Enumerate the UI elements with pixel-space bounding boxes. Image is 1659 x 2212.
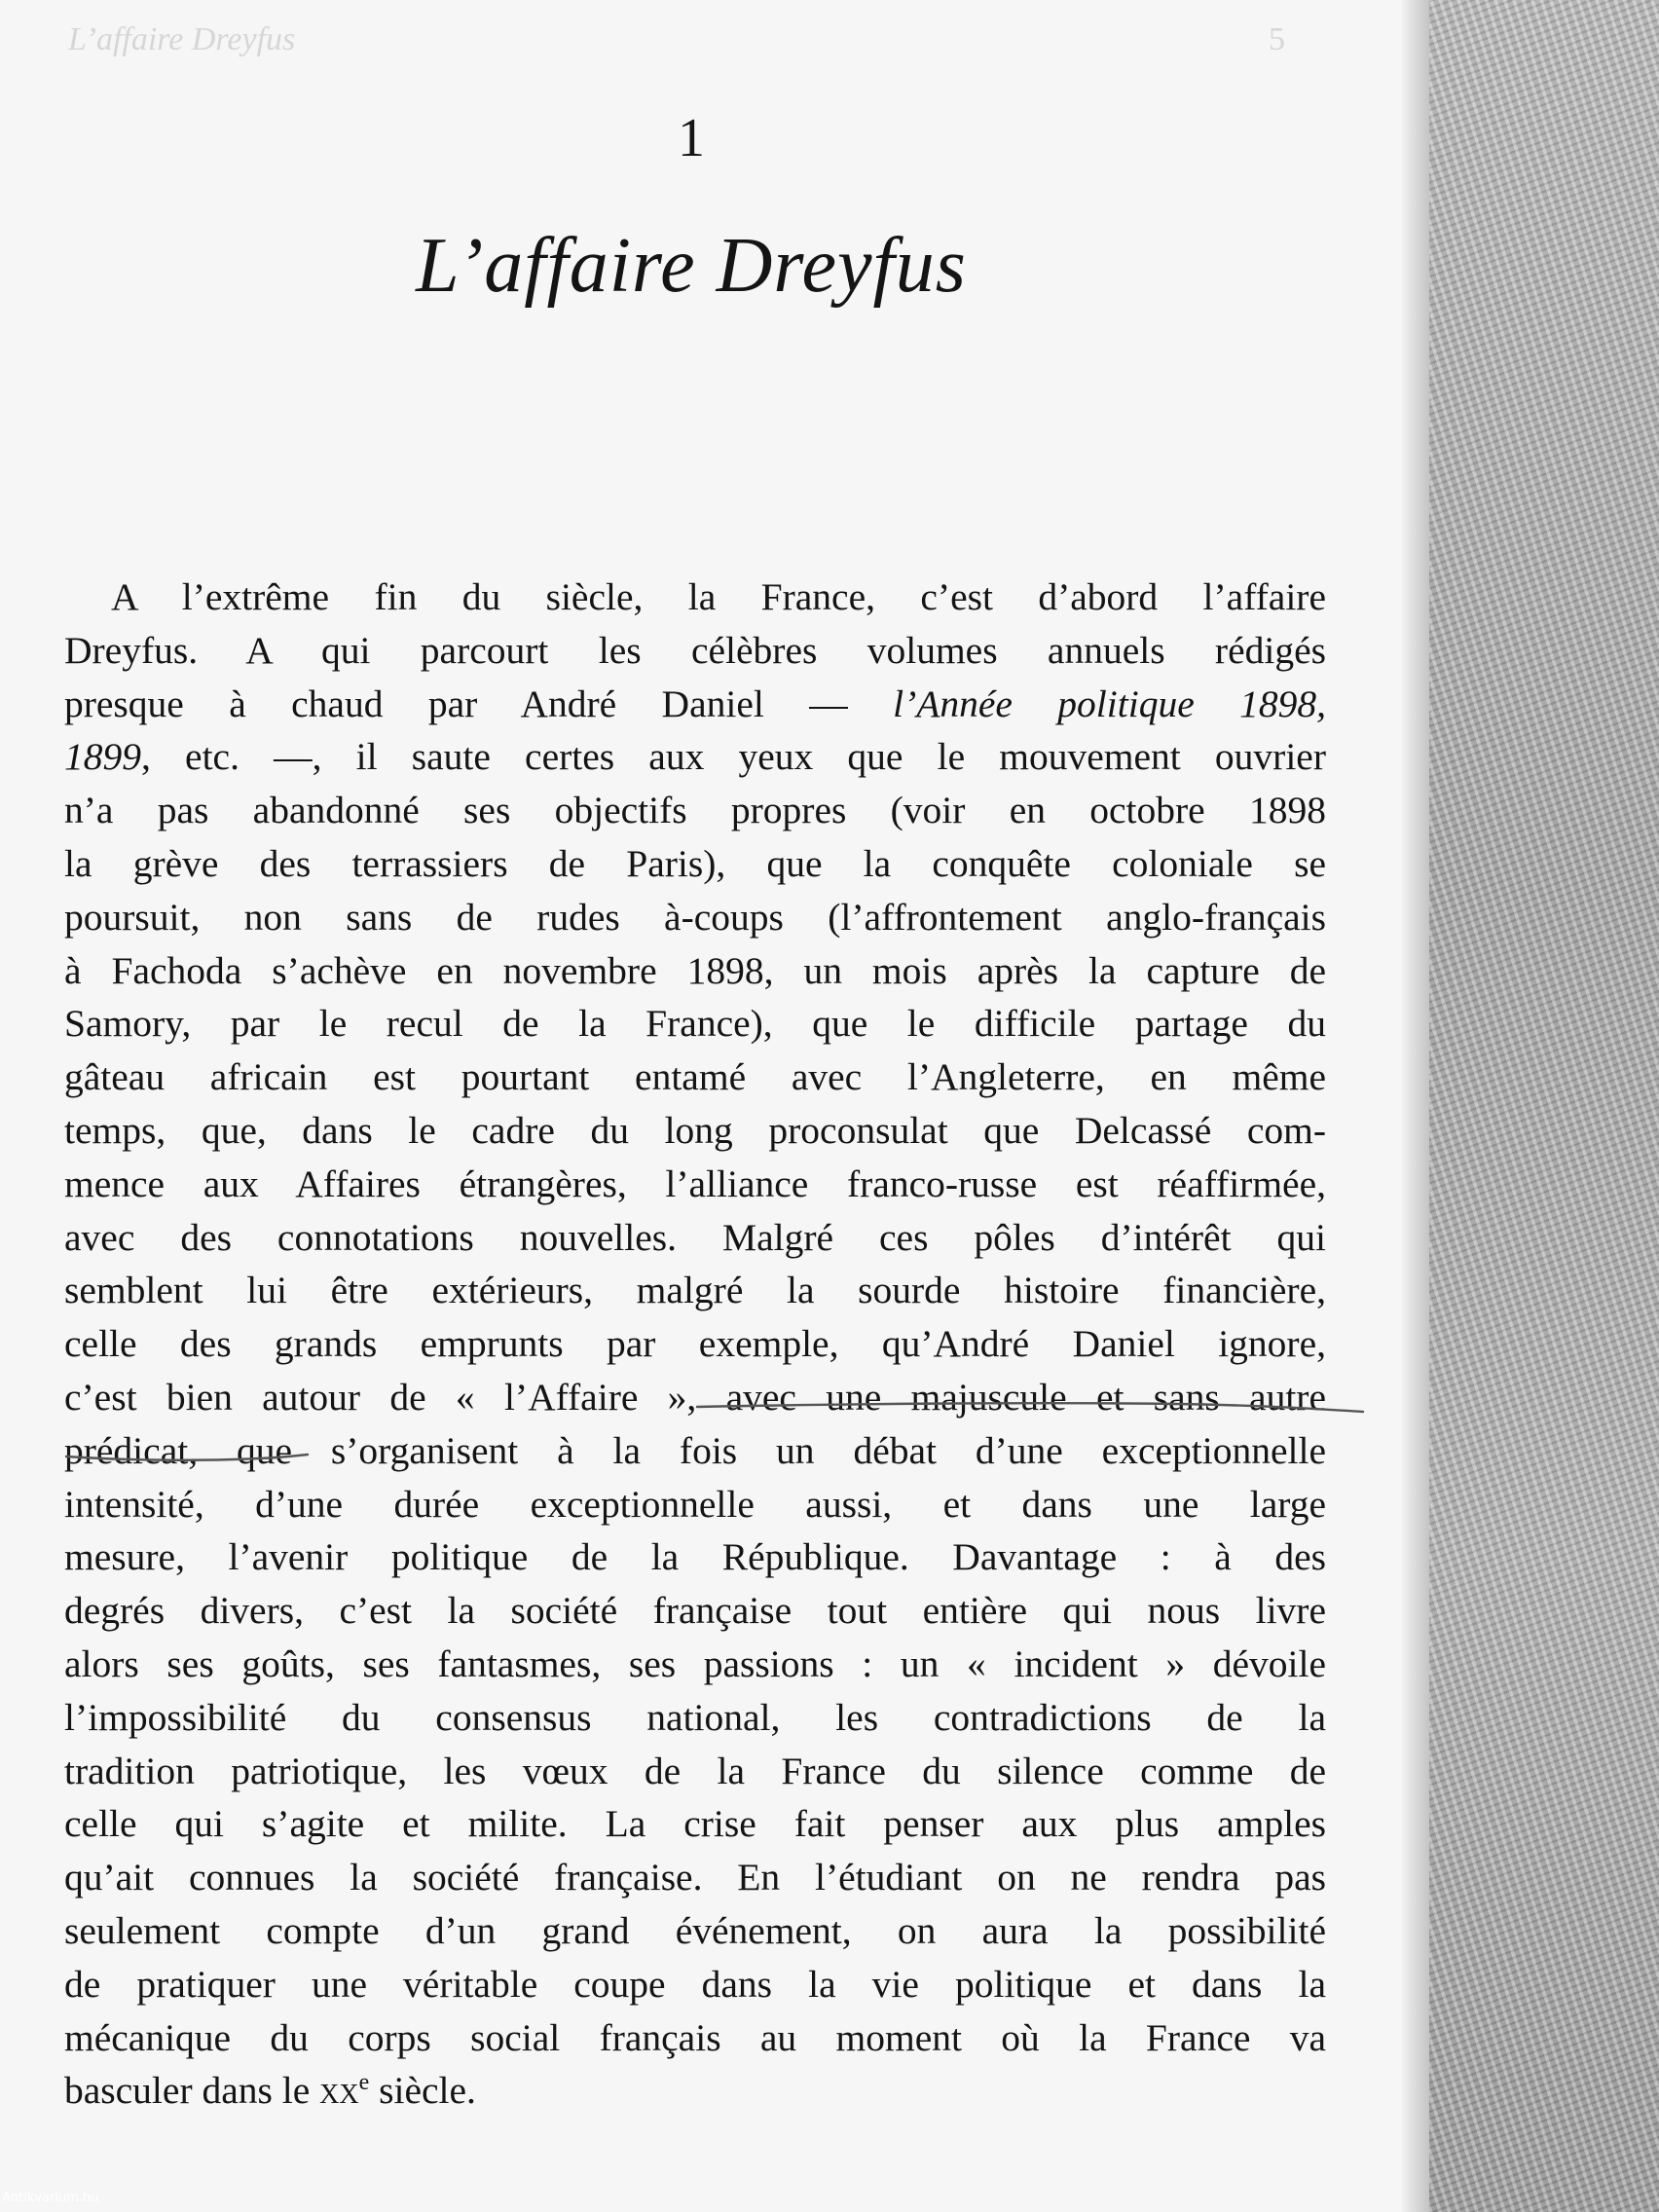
text-line: intensité, d’une durée exceptionnelle aussi, et dans une large [64, 1482, 1326, 1526]
text-line: de pratiquer une véritable coupe dans la vie politique et dans la [64, 1962, 1326, 2006]
text-line: mesure, l’avenir politique de la République. Davantage : à des [64, 1535, 1326, 1579]
text-line: mence aux Affaires étrangères, l’alliance franco-russe est réaffirmée, [64, 1161, 1326, 1205]
pencil-underline-annotation [64, 1390, 1369, 1478]
body-paragraph [64, 571, 1326, 2118]
text-line: n’a pas abandonné ses objectifs propres (voir en octobre 1898 [64, 789, 1326, 832]
text-line: l’impossibilité du consensus national, les contradictions de la [64, 1695, 1326, 1739]
text-line: avec des connotations nouvelles. Malgré ces pôles d’intérêt qui [64, 1215, 1326, 1259]
text-line: celle des grands emprunts par exemple, qu’André Daniel ignore, [64, 1322, 1326, 1366]
text-line: degrés divers, c’est la société française tout entière qui nous livre [64, 1589, 1326, 1633]
bleed-through-header: L’affaire Dreyfus 5 [68, 21, 1285, 57]
work-title-italic: l’Année politique 1898, [893, 682, 1326, 725]
chapter-number: 1 [678, 108, 705, 168]
text-line: poursuit, non sans de rudes à-coups (l’affrontement anglo-français [64, 895, 1326, 939]
page-edge-shadow [1402, 0, 1429, 2212]
text-line: Dreyfus. A qui parcourt les célèbres volumes annuels rédigés [64, 628, 1326, 672]
text-line: gâteau africain est pourtant entamé avec l’Angleterre, en même [64, 1055, 1326, 1099]
text-line: alors ses goûts, ses fantasmes, ses passions : un « incident » dévoile [64, 1641, 1326, 1685]
pencil-stroke-lower [66, 1455, 308, 1460]
watermark: Antikvarium.hu [2, 2191, 99, 2205]
text-line: mécanique du corps social français au moment où la France va [64, 2015, 1326, 2059]
text-line: presque à chaud par André Daniel — l’Année politique 1898, [64, 682, 1326, 725]
pencil-stroke-upper [697, 1403, 1363, 1412]
text-line: seulement compte d’un grand événement, on aura la possibilité [64, 1908, 1326, 1952]
text-line: c’est bien autour de « l’Affaire », avec une majuscule et sans autre [64, 1375, 1326, 1419]
text-line: à Fachoda s’achève en novembre 1898, un mois après la capture de [64, 948, 1326, 992]
text-line: celle qui s’agite et milite. La crise fait penser aux plus amples [64, 1802, 1326, 1846]
text-line: Samory, par le recul de la France), que le difficile partage du [64, 1002, 1326, 1046]
text-line: basculer dans le $xx^e$ siècle. [64, 2069, 476, 2113]
text-line: A l’extrême fin du siècle, la France, c’est d’abord l’affaire [111, 575, 1326, 618]
chapter-title: L’affaire Dreyfus [416, 223, 967, 309]
background-surface [1429, 0, 1659, 2212]
text-line: semblent lui être extérieurs, malgré la sourde histoire financière, [64, 1269, 1326, 1312]
text-line: temps, que, dans le cadre du long proconsulat que Delcassé com- [64, 1108, 1326, 1152]
text-line: 1899, etc. —, il saute certes aux yeux que le mouvement ouvrier [64, 735, 1326, 779]
text-line: qu’ait connues la société française. En l’étudiant on ne rendra pas [64, 1856, 1326, 1899]
text-line: la grève des terrassiers de Paris), que la conquête coloniale se [64, 841, 1326, 885]
text-line: prédicat, que s’organisent à la fois un débat d’une exceptionnelle [64, 1428, 1326, 1472]
text-line: tradition patriotique, les vœux de la France du silence comme de [64, 1749, 1326, 1792]
